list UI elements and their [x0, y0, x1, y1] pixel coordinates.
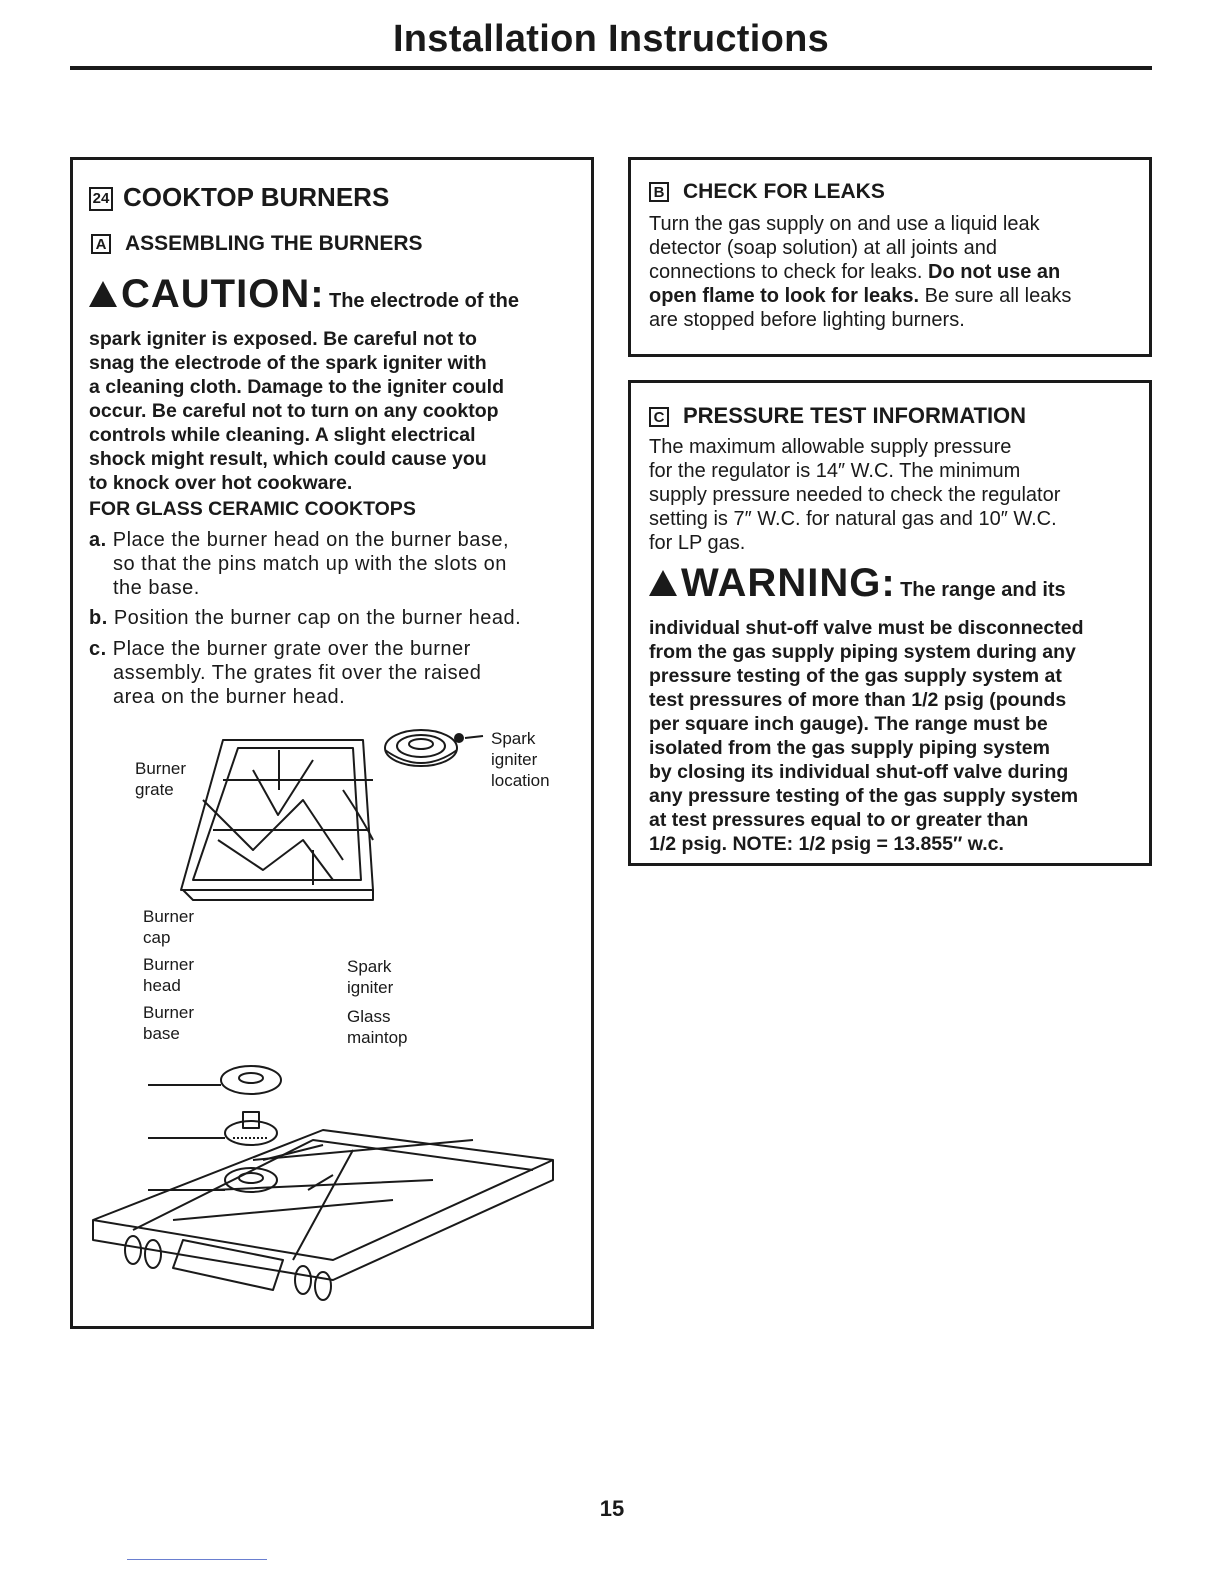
label-line: cap [143, 928, 171, 947]
page-number: 15 [599, 1496, 625, 1521]
label-line: Burner [135, 759, 187, 778]
cooktop-illustration [93, 1130, 553, 1300]
warning-line: test pressures of more than 1/2 psig (pounds [649, 689, 1067, 711]
spark-igniter-label [347, 956, 393, 998]
step-b [89, 606, 579, 630]
caution-lead-text: The electrode of the [328, 290, 520, 312]
body-line: detector (soap solution) at all joints and [649, 237, 997, 259]
caution-line: occur. Be careful not to turn on any cooktop [89, 400, 499, 422]
body-text-bold: Do not use an [928, 261, 1061, 283]
bottom-rule [127, 1559, 267, 1560]
warning-line: from the gas supply piping system during any [649, 641, 1076, 663]
body-text-bold: open flame to look for leaks. [649, 285, 920, 307]
spark-igniter-top-illustration [385, 730, 483, 766]
spark-igniter-location-label [491, 728, 550, 791]
step-label: a. [89, 529, 107, 551]
caution-block [89, 270, 589, 495]
check-for-leaks-heading [649, 180, 885, 204]
step-label: b. [89, 607, 108, 629]
glass-maintop-label [347, 1006, 407, 1048]
label-line: igniter [347, 978, 394, 997]
label-line: igniter [491, 750, 538, 769]
label-line: Burner [143, 955, 195, 974]
warning-lead-text: The range and its [900, 579, 1066, 601]
label-line: Spark [491, 729, 536, 748]
section-title: CHECK FOR LEAKS [683, 180, 885, 203]
warning-line: by closing its individual shut-off valve during [649, 761, 1069, 783]
step-line: area on the burner head. [113, 686, 346, 708]
caution-line: controls while cleaning. A slight electrical [89, 424, 476, 446]
glass-ceramic-heading: FOR GLASS CERAMIC COOKTOPS [89, 498, 416, 520]
step-line: Place the burner grate over the burner [112, 638, 471, 660]
burner-grate-label [135, 758, 186, 800]
pressure-test-heading [649, 403, 1026, 429]
label-line: grate [135, 780, 174, 799]
warning-block [649, 559, 1149, 856]
check-for-leaks-panel [628, 157, 1152, 357]
cooktop-burners-panel [70, 157, 594, 1329]
body-line: are stopped before lighting burners. [649, 309, 965, 331]
burner-grate-illustration [181, 740, 373, 900]
caution-line: a cleaning cloth. Damage to the igniter could [89, 376, 504, 398]
body-text: connections to check for leaks. [649, 261, 923, 283]
page-title: Installation Instructions [392, 18, 830, 60]
step-label: c. [89, 638, 107, 660]
step-line: Position the burner cap on the burner head. [113, 607, 522, 629]
section-title: COOKTOP BURNERS [123, 182, 390, 212]
subsection-letter-badge: A [91, 234, 111, 254]
body-line: setting is 7″ W.C. for natural gas and 10″ W.C. [649, 508, 1057, 530]
step-line: Place the burner head on the burner base, [112, 529, 510, 551]
title-rule [70, 66, 1152, 70]
step-line: the base. [113, 577, 200, 599]
caution-line: to knock over hot cookware. [89, 472, 353, 494]
warning-line: any pressure testing of the gas supply system [649, 785, 1079, 807]
warning-line: pressure testing of the gas supply system at [649, 665, 1062, 687]
leaks-body [649, 212, 1139, 332]
body-line: for the regulator is 14″ W.C. The minimum [649, 460, 1021, 482]
body-line: Turn the gas supply on and use a liquid leak [649, 213, 1040, 235]
pressure-test-panel [628, 380, 1152, 866]
label-line: head [143, 976, 181, 995]
body-line [649, 260, 1139, 284]
warning-line: per square inch gauge). The range must be [649, 713, 1048, 735]
subsection-title: ASSEMBLING THE BURNERS [125, 232, 423, 255]
warning-line: 1/2 psig. NOTE: 1/2 psig = 13.855″ w.c. [649, 833, 1004, 855]
burner-cap-label [143, 906, 194, 948]
caution-line: spark igniter is exposed. Be careful not to [89, 328, 477, 350]
label-line: Spark [347, 957, 392, 976]
label-line: base [143, 1024, 180, 1043]
section-heading-cooktop-burners [89, 182, 389, 213]
warning-line: individual shut-off valve must be disconnected [649, 617, 1084, 639]
warning-line: at test pressures equal to or greater than [649, 809, 1029, 831]
caution-triangle-icon [89, 281, 117, 307]
body-line: supply pressure needed to check the regulator [649, 484, 1061, 506]
warning-triangle-icon [649, 570, 677, 596]
body-line: The maximum allowable supply pressure [649, 436, 1012, 458]
label-line: Burner [143, 1003, 195, 1022]
pressure-body [649, 435, 1139, 555]
label-line: maintop [347, 1028, 408, 1047]
subsection-letter-badge: C [649, 407, 669, 427]
body-line: for LP gas. [649, 532, 746, 554]
body-text: Be sure all leaks [924, 285, 1072, 307]
body-line [649, 284, 1139, 308]
caution-word: CAUTION: [121, 272, 325, 316]
label-line: location [491, 771, 550, 790]
burner-cap-illustration [148, 1066, 281, 1094]
step-line: assembly. The grates fit over the raised [113, 662, 482, 684]
section-number-badge: 24 [89, 187, 113, 211]
burner-base-label [143, 1002, 194, 1044]
step-c [89, 637, 579, 709]
label-line: Burner [143, 907, 195, 926]
warning-word: WARNING: [681, 561, 896, 605]
warning-line: isolated from the gas supply piping system [649, 737, 1050, 759]
label-line: Glass [347, 1007, 391, 1026]
subsection-heading-assembling [91, 232, 423, 256]
subsection-letter-badge: B [649, 182, 669, 202]
burner-head-label [143, 954, 194, 996]
step-line: so that the pins match up with the slots on [113, 553, 507, 575]
burner-head-illustration [148, 1112, 277, 1145]
caution-line: snag the electrode of the spark igniter with [89, 352, 487, 374]
section-title: PRESSURE TEST INFORMATION [683, 403, 1027, 428]
step-a [89, 528, 579, 600]
caution-line: shock might result, which could cause you [89, 448, 487, 470]
